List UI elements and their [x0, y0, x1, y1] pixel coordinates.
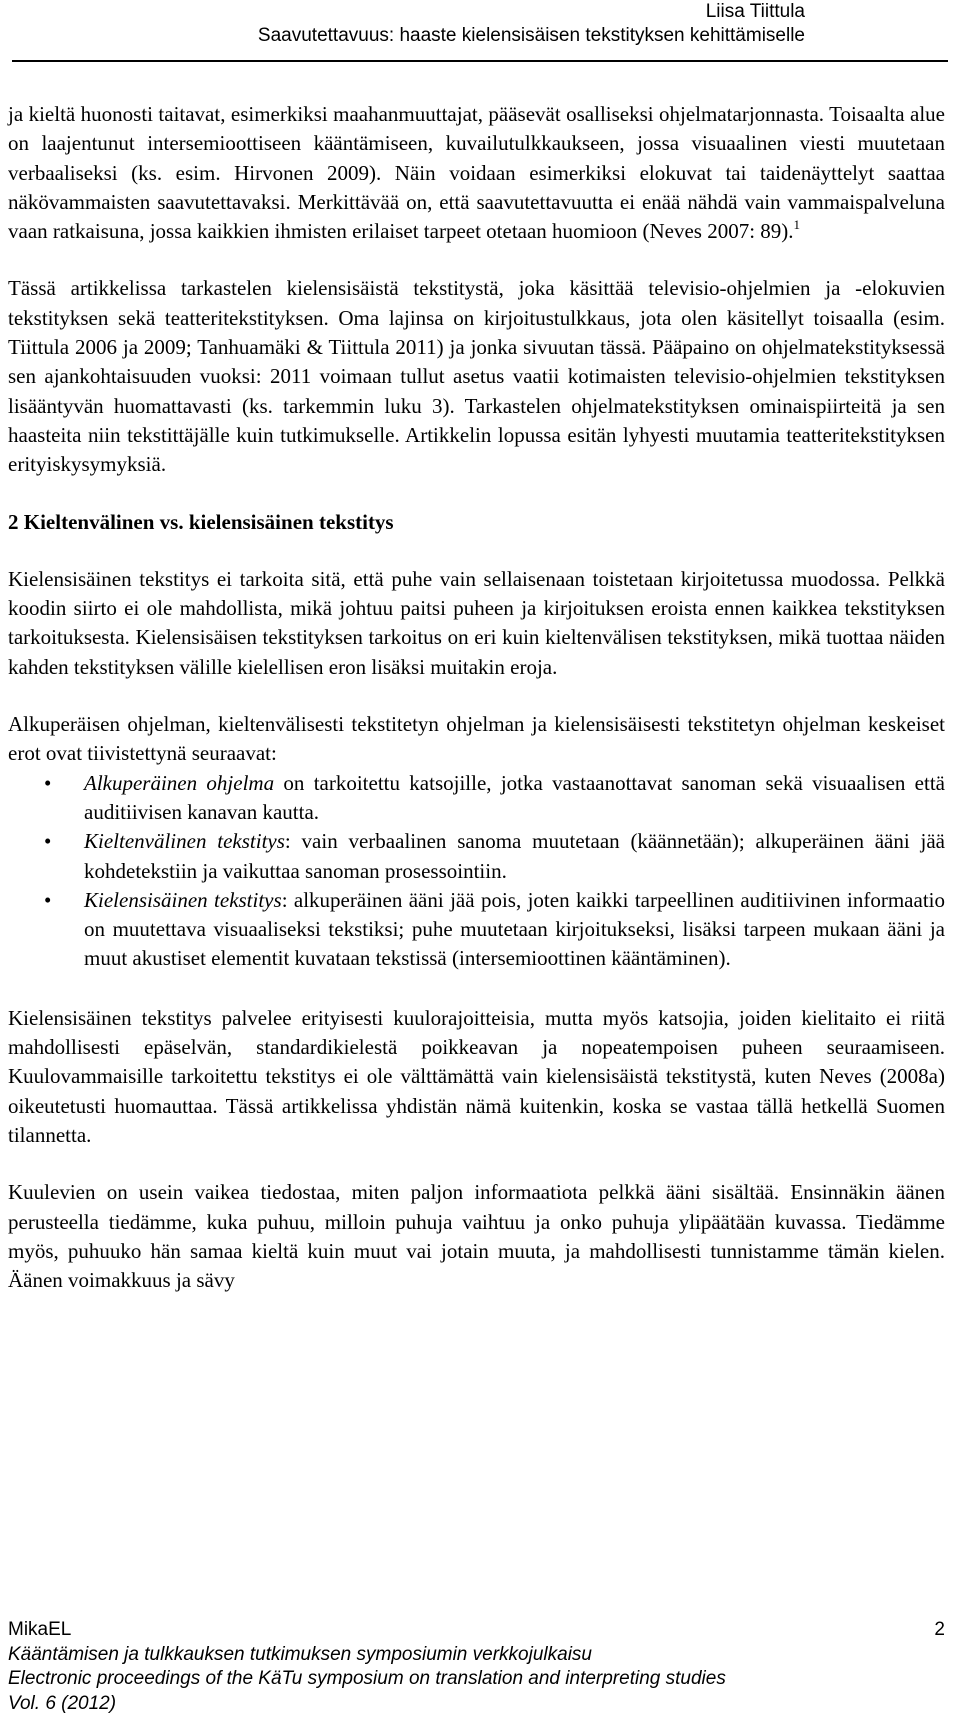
footer-publication-fi: Kääntämisen ja tulkkauksen tutkimuksen symposiumin verkkojulkaisu	[8, 1643, 592, 1665]
list-item-text: : alkuperäinen ääni jää pois, joten kaikki tarpeellinen auditiivinen informaatio on muutettava visuaaliseksi tekstiksi; puhe muutetaan kirjoitukseksi, lisäksi tarpeen mukaan ääni ja muut akustiset elementit kuvataan tekstissä (intersemioottinen kääntäminen).	[84, 887, 945, 971]
footer-publication-en: Electronic proceedings of the KäTu symposium on translation and interpreting studies	[8, 1668, 726, 1689]
footer-row	[8, 1618, 945, 1643]
header-author: Liisa Tiittula	[705, 1, 805, 22]
paragraph-5: Kielensisäinen tekstitys palvelee erityisesti kuulorajoitteisia, mutta myös katsojia, joiden kielitaito ei riitä mahdollisesti epäselvän, standardikielestä poikkeavan ja nopeatempoisen puheen seuraamiseen. Kuulovammaisille tarkoitettu tekstitys ei ole välttämättä vain kielensisäistä tekstitystä, kuten Neves (2008a) oikeutetusti huomauttaa. Tässä artikkelissa yhdistän nämä kuitenkin, koska se vastaa tällä hetkellä Suomen tilannetta.	[8, 1005, 945, 1147]
list-item-text: on tarkoitettu katsojille, jotka vastaanottavat sanoman sekä visuaalisen että auditiivisen kanavan kautta.	[84, 770, 945, 824]
page-footer	[8, 1618, 945, 1716]
bullet-icon: •	[44, 887, 52, 912]
paragraph-6: Kuulevien on usein vaikea tiedostaa, miten paljon informaatiota pelkkä ääni sisältää. Ensinnäkin äänen perusteella tiedämme, kuka puhuu, milloin puhuja vaihtuu ja onko puhuja ylipäätään kuvassa. Tiedämme myös, puhuuko hän samaa kieltä kuin muut vai jotain muuta, ja mahdollisesti tunnistamme tämän kielen. Äänen voimakkuus ja sävy	[8, 1180, 945, 1293]
paragraph-3: Kielensisäinen tekstitys ei tarkoita sitä, että puhe vain sellaisenaan toistetaan kirjoitetussa muodossa. Pelkkä koodin siirto ei ole mahdollista, mikä johtuu paitsi puheen ja kirjoituksen eroista ennen kaikkea tekstityksen tarkoituksesta. Kielensisäisen tekstityksen tarkoitus on eri kuin kieltenvälisen tekstityksen, mikä tuottaa näiden kahden tekstityksen välille kielellisen eron lisäksi muitakin eroja.	[8, 566, 945, 679]
comparison-list	[8, 769, 945, 974]
paragraph-4: Alkuperäisen ohjelman, kieltenvälisesti tekstitetyn ohjelman ja kielensisäisesti tekstitetyn ohjelman keskeiset erot ovat tiivistettynä seuraavat:	[8, 712, 945, 766]
bullet-icon: •	[44, 829, 52, 854]
list-item-term: Kieltenvälinen tekstitys	[84, 829, 285, 854]
section-heading: 2 Kieltenvälinen vs. kielensisäinen tekstitys	[8, 509, 394, 534]
article-body	[8, 100, 945, 1295]
bullet-icon: •	[44, 770, 52, 795]
list-item	[8, 827, 945, 886]
paragraph-1-text: ja kieltä huonosti taitavat, esimerkiksi maahanmuuttajat, pääsevät osalliseksi ohjelmatarjonnasta. Toisaalta alue on laajentunut intersemioottiseen kääntämiseen, kuvailutulkkaukseen, jossa visuaalinen viesti muutetaan verbaaliseksi (ks. esim. Hirvonen 2009). Näin voidaan esimerkiksi elokuvat tai taidenäyttelyt saattaa näkövammaisten saavutettavaksi. Merkittävää on, että saavutettavuutta ei enää nähdä vain vammaispalveluna vaan ratkaisuna, jossa kaikkien ihmisten erilaiset tarpeet otetaan huomioon (Neves 2007: 89).	[8, 102, 945, 244]
paragraph-2: Tässä artikkelissa tarkastelen kielensisäistä tekstitystä, joka käsittää televisio-ohjelmien ja -elokuvien tekstityksen sekä teatteritekstityksen. Oma lajinsa on kirjoitustulkkaus, jota olen käsitellyt toisaalla (esim. Tiittula 2006 ja 2009; Tanhuamäki & Tiittula 2011) ja jonka sivuutan tässä. Pääpaino on ohjelmatekstityksessä sen ajankohtaisuuden vuoksi: 2011 voimaan tullut asetus vaatii kotimaisten televisio-ohjelmien tekstityksen lisääntyvän huomattavasti (ks. tarkemmin luku 3). Tarkastelen ohjelmatekstityksen ominaispiirteitä ja sen haasteita niin tekstittäjälle kuin tutkimukselle. Artikkelin lopussa esitän lyhyesti muutamia teatteritekstityksen erityiskysymyksiä.	[8, 276, 945, 477]
footer-volume: Vol. 6 (2012)	[8, 1692, 117, 1714]
header-rule	[12, 60, 948, 62]
page-number: 2	[934, 1619, 945, 1640]
list-item-term: Alkuperäinen ohjelma	[84, 770, 275, 795]
footnote-marker[interactable]: 1	[793, 217, 801, 233]
paragraph-1	[8, 100, 945, 246]
journal-name: MikaEL	[8, 1619, 72, 1640]
list-item	[8, 769, 945, 828]
running-header	[258, 0, 805, 48]
list-item-text: : vain verbaalinen sanoma muutetaan (käännetään); alkuperäinen ääni jää kohdetekstiin ja vaikuttaa sanoman prosessointiin.	[84, 829, 945, 883]
header-subtitle: Saavutettavuus: haaste kielensisäisen tekstityksen kehittämiselle	[257, 25, 805, 46]
list-item-term: Kielensisäinen tekstitys	[84, 887, 282, 912]
list-item	[8, 886, 945, 974]
